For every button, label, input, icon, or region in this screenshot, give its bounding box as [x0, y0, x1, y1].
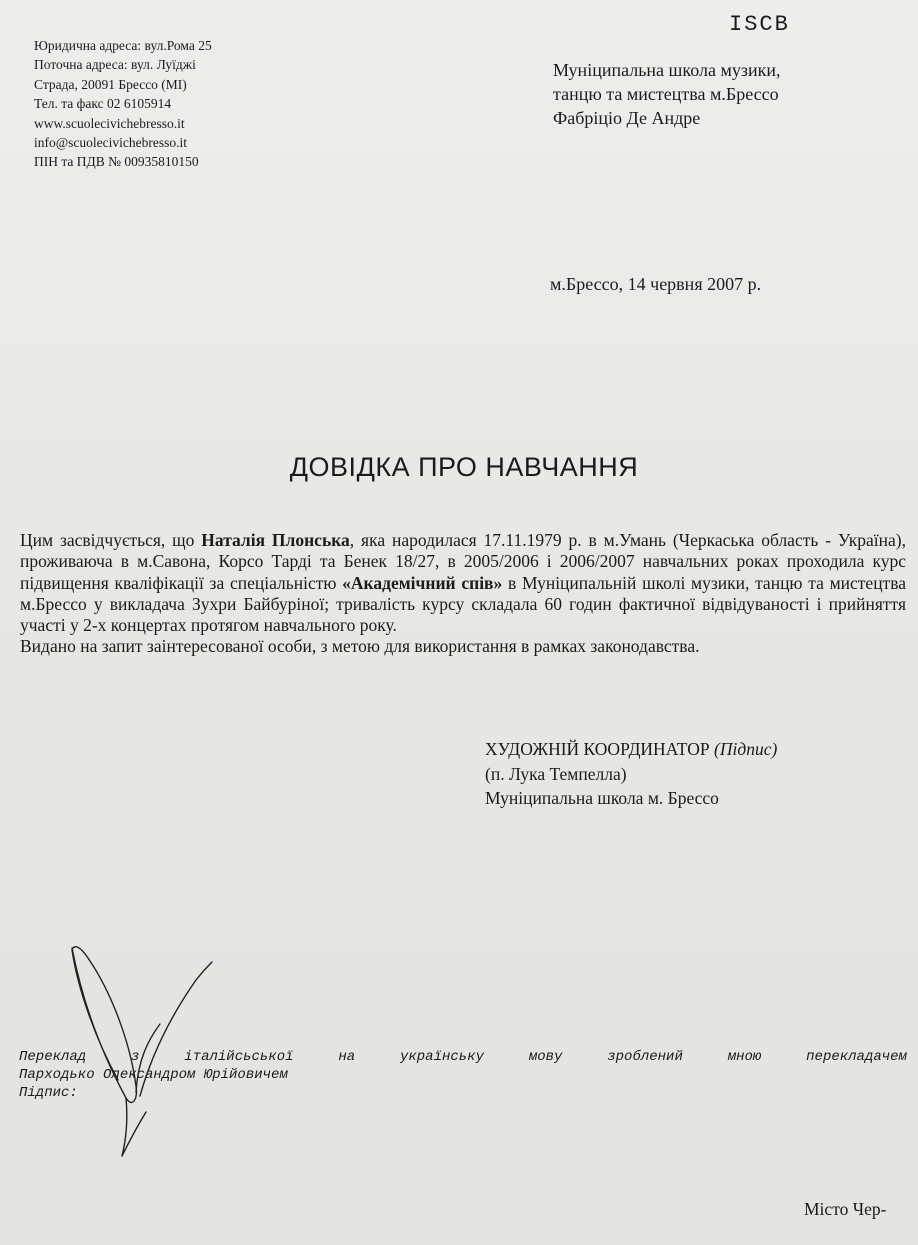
- translation-word: Переклад: [19, 1049, 87, 1065]
- sender-line: www.scuolecivichebresso.it: [34, 115, 185, 131]
- document-code: ISCB: [729, 12, 790, 37]
- translation-word: з: [131, 1049, 140, 1065]
- translation-word: мною: [727, 1049, 762, 1065]
- document-title: ДОВІДКА ПРО НАВЧАННЯ: [289, 452, 639, 482]
- signature-block: [485, 737, 905, 811]
- translation-word: українську: [399, 1049, 484, 1065]
- translation-word: мову: [528, 1049, 563, 1065]
- sender-line: Тел. та факс 02 6105914: [34, 96, 172, 112]
- translation-word: італійсьської: [184, 1049, 294, 1065]
- body-text-part: , яка народилася 17.11.1979 р. в м.Умань (Черкаська область - Україна), проживаюча в м.Савона, Корсо Тарді та Бенек 18/27, в 2005/2006 і 2006/2007 навчальних роках проходила курс підвищення кваліфікації за спеціальністю: [20, 530, 906, 593]
- body-text-part: Видано на запит заінтересованої особи, з метою для використання в рамках законодавства.: [20, 636, 700, 657]
- signatory-role: ХУДОЖНІЙ КООРДИНАТОР: [485, 739, 715, 759]
- translation-word: перекладачем: [806, 1049, 907, 1065]
- signatory-name: (п. Лука Темпелла): [485, 763, 627, 784]
- body-text-part: Цим засвідчується, що: [20, 530, 202, 550]
- translation-note: [19, 1048, 907, 1102]
- sender-line: info@scuolecivichebresso.it: [34, 135, 188, 151]
- sender-line: ПІН та ПДВ № 00935810150: [34, 154, 199, 170]
- recipient-line: танцю та мистецтва м.Брессо: [553, 84, 779, 104]
- translation-line-1: [19, 1048, 907, 1066]
- translation-line-3: Підпис:: [19, 1085, 78, 1101]
- translation-word: зроблений: [607, 1049, 683, 1065]
- sender-address-block: [34, 36, 334, 172]
- sender-line: Поточна адреса: вул. Луїджі: [34, 57, 196, 73]
- translation-word: на: [338, 1049, 356, 1065]
- specialty-name: «Академічний спів»: [342, 572, 503, 593]
- signatory-role-line: [485, 737, 905, 762]
- translation-line-2: Парходько Олександром Юрійовичем: [19, 1067, 288, 1083]
- sender-line: Юридична адреса: вул.Рома 25: [34, 38, 212, 53]
- recipient-block: [553, 58, 893, 130]
- body-text-part: в Муніципальній школі музики, танцю та мистецтва м.Брессо у викладача Зухри Байбуріної; тривалість курсу складала 60 годин фактичної відвідуваності і прийняття участі у 2-х концертах протягом навчального року.: [20, 572, 907, 636]
- recipient-line: Фабріціо Де Андре: [553, 108, 701, 128]
- signatory-organization: Муніципальна школа м. Брессо: [485, 788, 719, 808]
- student-name: Наталія Плонська: [201, 530, 350, 550]
- footer-city: Місто Чер-: [804, 1199, 887, 1219]
- recipient-line: Муніципальна школа музики,: [553, 60, 781, 80]
- date-line: м.Брессо, 14 червня 2007 р.: [550, 274, 762, 294]
- sender-line: Страда, 20091 Брессо (MI): [34, 76, 187, 92]
- signature-note: (Підпис): [714, 739, 778, 759]
- certificate-body: [20, 530, 906, 658]
